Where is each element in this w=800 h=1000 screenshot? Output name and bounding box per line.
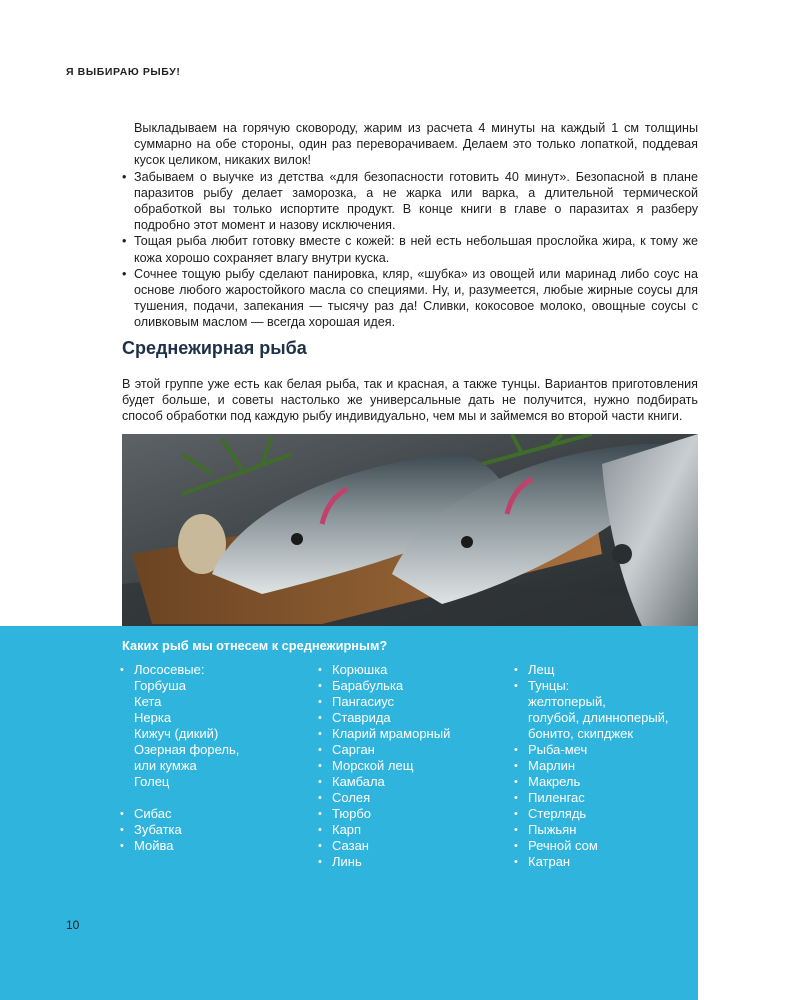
list-item: • Лещ: [514, 662, 694, 678]
list-item: • Корюшка: [318, 662, 488, 678]
intro-continuation: Выкладываем на горячую сковороду, жарим из расчета 4 минуты на каждый 1 см толщины суммарно на обе стороны, один раз переворачиваем. Делаем это только лопаткой, поддевая кусок целиком, никаких вилок!: [134, 121, 698, 168]
fish-column-2: [318, 662, 488, 870]
list-item: • Забываем о выучке из детства «для безопасности готовить 40 минут». Безопасной в плане паразитов рыбу делает заморозка, а не жарка или варка, а длительной термической обработкой вы только испортите продукт. В конце книги в главе о паразитах я разберу подробно этот момент и назову исключения.: [122, 169, 698, 234]
list-item: • Стерлядь: [514, 806, 694, 822]
list-item: • Тощая рыба любит готовку вместе с кожей: в ней есть небольшая прослойка жира, к тому же кожа хорошо сохраняет влагу внутри куска.: [122, 233, 698, 265]
intro-text: [122, 120, 698, 331]
list-item: • Сочнее тощую рыбу сделают панировка, кляр, «шубка» из овощей или маринад либо соус на основе любого жаростойкого масла со специями. Ну, и, разумеется, любые жирные соусы для тушения, подачи, запекания — тысячу раз да! Сливки, кокосовое молоко, овощные соусы с оливковым маслом — всегда хорошая идея.: [122, 266, 698, 331]
list-item: • Сарган: [318, 742, 488, 758]
list-item: • Солея: [318, 790, 488, 806]
list-item: • Камбала: [318, 774, 488, 790]
list-item: Голец: [134, 774, 170, 789]
fish-photo: [122, 434, 698, 626]
list-item: • Морской лещ: [318, 758, 488, 774]
list-item: Кижуч (дикий): [134, 726, 219, 741]
list-item: • Лососевые:: [120, 662, 280, 678]
list-item: Озерная форель,: [134, 742, 240, 757]
list-item: • Макрель: [514, 774, 694, 790]
list-item: • Линь: [318, 854, 488, 870]
list-item: бонито, скипджек: [528, 726, 634, 741]
fish-list-sidebar: [0, 626, 698, 1000]
section-heading: Среднежирная рыба: [122, 338, 307, 358]
list-item: • Марлин: [514, 758, 694, 774]
list-item: • Катран: [514, 854, 694, 870]
list-item: • Рыба-меч: [514, 742, 694, 758]
list-item: • Пангасиус: [318, 694, 488, 710]
list-item: • Тюрбо: [318, 806, 488, 822]
list-item: желтоперый,: [528, 694, 606, 709]
section-paragraph: В этой группе уже есть как белая рыба, так и красная, а также тунцы. Вариантов приготовления будет больше, и советы настолько же универсальные дать не получится, нужно подбирать способ обработки под каждую рыбу индивидуально, чем мы и займемся во второй части книги.: [122, 377, 698, 424]
list-item: • Пиленгас: [514, 790, 694, 806]
list-item: • Барабулька: [318, 678, 488, 694]
tips-list: [122, 169, 698, 331]
list-item: • Сазан: [318, 838, 488, 854]
list-item: • Кларий мраморный: [318, 726, 488, 742]
list-item: Кета: [134, 694, 162, 709]
list-item: • Сибас: [120, 806, 280, 822]
list-item: Горбуша: [134, 678, 186, 693]
list-item: • Зубатка: [120, 822, 280, 838]
page-number: 10: [66, 918, 80, 932]
list-item: • Тунцы:: [514, 678, 694, 694]
list-item: или кумжа: [134, 758, 197, 773]
list-item: Нерка: [134, 710, 172, 725]
list-item: • Карп: [318, 822, 488, 838]
sidebar-title: Каких рыб мы отнесем к среднежирным?: [122, 638, 388, 653]
running-head: Я ВЫБИРАЮ РЫБУ!: [66, 66, 181, 78]
list-item: • Пыжьян: [514, 822, 694, 838]
list-item: • Ставрида: [318, 710, 488, 726]
fish-column-1: [120, 662, 280, 854]
list-item: • Мойва: [120, 838, 280, 854]
list-item: • Речной сом: [514, 838, 694, 854]
list-item: голубой, длинноперый,: [528, 710, 669, 725]
fish-column-3: [514, 662, 694, 870]
